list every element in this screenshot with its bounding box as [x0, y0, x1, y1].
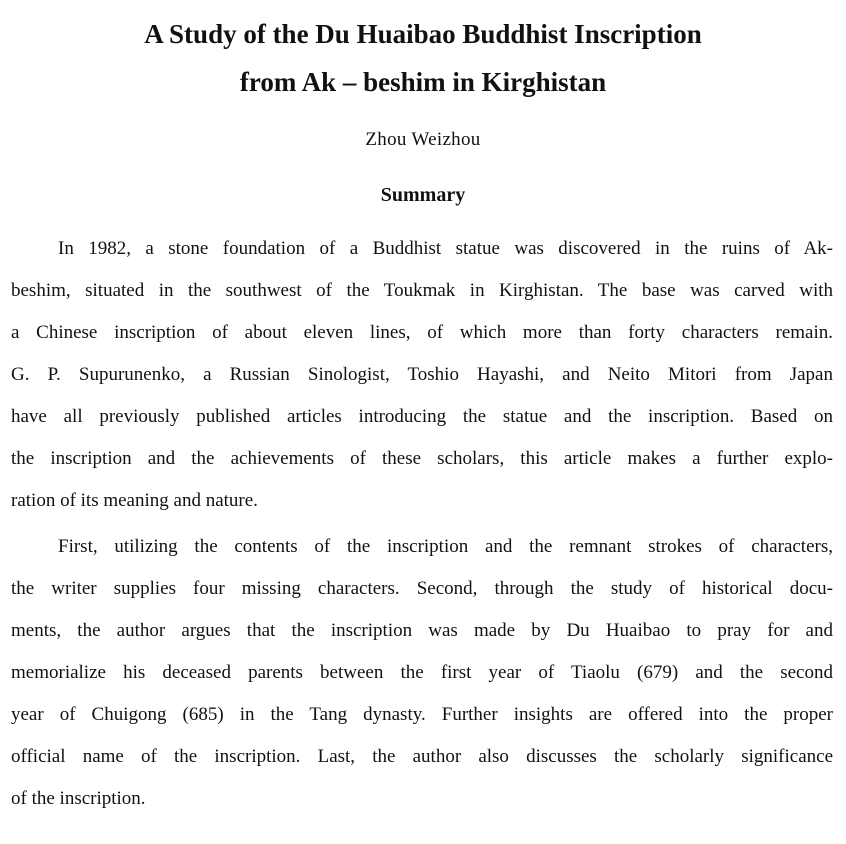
paragraph-line: G. P. Supurunenko, a Russian Sinologist, Toshio Hayashi, and Neito Mitori from Japan — [11, 364, 833, 385]
paragraph-line: memorialize his deceased parents between the first year of Tiaolu (679) and the second — [11, 662, 833, 683]
paragraph-line: of the inscription. — [11, 788, 146, 809]
paragraph-line: First, utilizing the contents of the inscription and the remnant strokes of characters, — [58, 536, 833, 557]
paragraph-line: In 1982, a stone foundation of a Buddhist statue was discovered in the ruins of Ak- — [58, 238, 833, 259]
paragraph-line: the writer supplies four missing characters. Second, through the study of historical docu- — [11, 578, 833, 599]
paragraph-line: ments, the author argues that the inscription was made by Du Huaibao to pray for and — [11, 620, 833, 641]
paragraph-line: official name of the inscription. Last, the author also discusses the scholarly significance — [11, 746, 833, 767]
title-line-1: A Study of the Du Huaibao Buddhist Inscription — [144, 19, 702, 49]
paragraph-line: the inscription and the achievements of these scholars, this article makes a further explo- — [11, 448, 833, 469]
summary-paragraph-2 — [11, 532, 833, 826]
summary-heading: Summary — [380, 184, 466, 206]
paragraph-line: a Chinese inscription of about eleven lines, of which more than forty characters remain. — [11, 322, 833, 343]
summary-paragraph-1 — [11, 234, 833, 528]
paragraph-line: beshim, situated in the southwest of the Toukmak in Kirghistan. The base was carved with — [11, 280, 833, 301]
paragraph-line: ration of its meaning and nature. — [11, 490, 258, 511]
paragraph-line: have all previously published articles introducing the statue and the inscription. Based on — [11, 406, 833, 427]
author-name: Zhou Weizhou — [365, 129, 481, 150]
title-line-2: from Ak – beshim in Kirghistan — [239, 67, 607, 97]
paragraph-line: year of Chuigong (685) in the Tang dynasty. Further insights are offered into the proper — [11, 704, 833, 725]
